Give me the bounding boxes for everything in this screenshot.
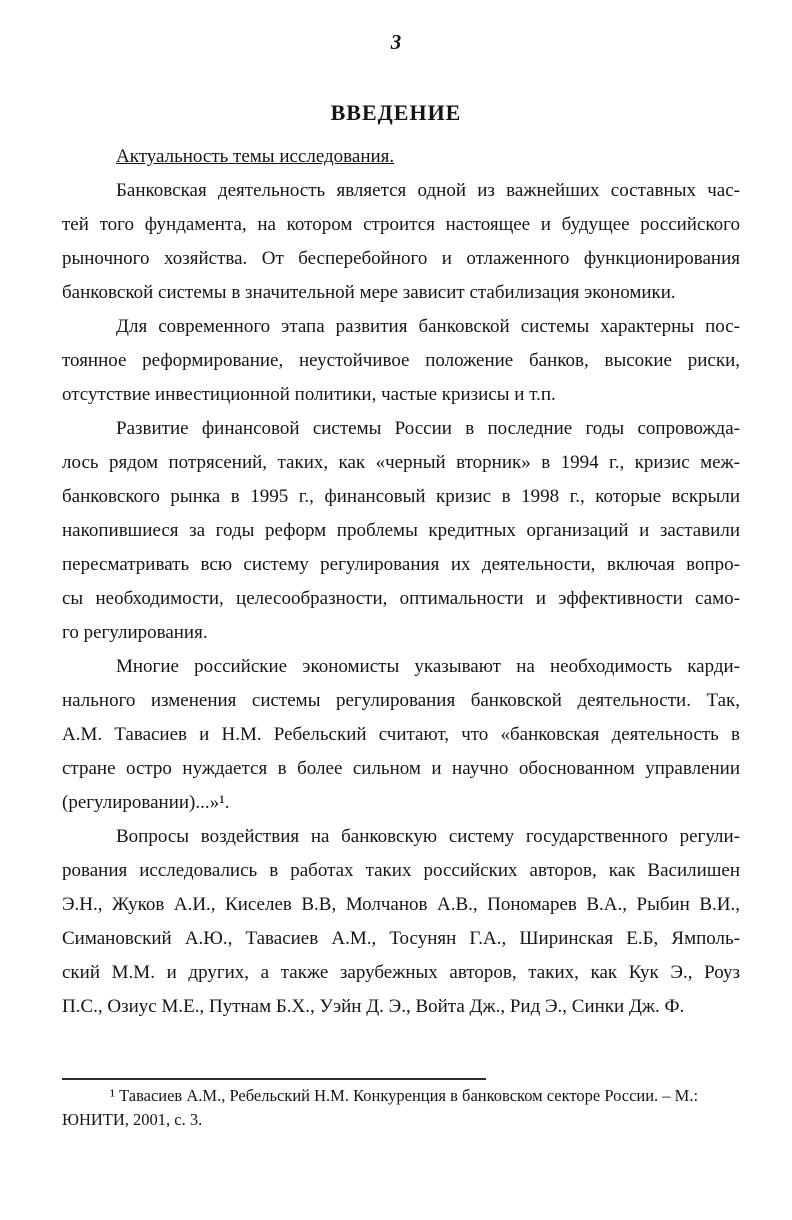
- text-line: стране остро нуждается в более сильном и научно обоснованном управлении: [62, 758, 740, 779]
- text-line: сы необходимости, целесообразности, оптимальности и эффективности само-: [62, 588, 740, 609]
- paragraph: [62, 650, 740, 820]
- footnote-line: ЮНИТИ, 2001, с. 3.: [62, 1110, 203, 1129]
- text-line: Банковская деятельность является одной из важнейших составных час-: [116, 180, 740, 201]
- paragraph: [62, 310, 740, 412]
- paragraph: [62, 412, 740, 650]
- text-line: лось рядом потрясений, таких, как «черный вторник» в 1994 г., кризис меж-: [62, 452, 740, 473]
- text-line: Симановский А.Ю., Тавасиев А.М., Тосунян Г.А., Ширинская Е.Б, Ямполь-: [62, 928, 740, 949]
- subsection-heading: [62, 140, 740, 174]
- footnote-separator: [62, 1078, 486, 1080]
- text-line: банковского рынка в 1995 г., финансовый кризис в 1998 г., которые вскрыли: [62, 486, 740, 507]
- text-line: П.С., Озиус М.Е., Путнам Б.Х., Уэйн Д. Э., Войта Дж., Рид Э., Синки Дж. Ф.: [62, 996, 685, 1017]
- text-line: (регулировании)...»¹.: [62, 792, 230, 813]
- text-line: Развитие финансовой системы России в последние годы сопровожда-: [116, 418, 740, 439]
- text-line: А.М. Тавасиев и Н.М. Ребельский считают, что «банковская деятельность в: [62, 724, 740, 745]
- body-text: [62, 140, 740, 1024]
- text-line: Для современного этапа развития банковской системы характерны пос-: [116, 316, 740, 337]
- page-number: 3: [390, 30, 402, 54]
- subsection-heading-text: Актуальность темы исследования.: [116, 146, 395, 167]
- paragraph: [62, 820, 740, 1024]
- text-line: тоянное реформирование, неустойчивое положение банков, высокие риски,: [62, 350, 740, 371]
- text-line: нального изменения системы регулирования банковской деятельности. Так,: [62, 690, 740, 711]
- text-line: пересматривать всю систему регулирования их деятельности, включая вопро-: [62, 554, 740, 575]
- paragraph: [62, 174, 740, 310]
- text-line: го регулирования.: [62, 622, 208, 643]
- text-line: Многие российские экономисты указывают на необходимость карди-: [116, 656, 740, 677]
- text-line: тей того фундамента, на котором строится настоящее и будущее российского: [62, 214, 740, 235]
- text-line: отсутствие инвестиционной политики, частые кризисы и т.п.: [62, 384, 556, 405]
- text-line: рыночного хозяйства. От бесперебойного и отлаженного функционирования: [62, 248, 740, 269]
- text-line: Вопросы воздействия на банковскую систему государственного регули-: [116, 826, 740, 847]
- text-line: банковской системы в значительной мере зависит стабилизация экономики.: [62, 282, 676, 303]
- footnote: [62, 1078, 744, 1132]
- section-title: ВВЕДЕНИЕ: [330, 100, 462, 125]
- text-line: Э.Н., Жуков А.И., Киселев В.В, Молчанов А.В., Пономарев В.А., Рыбин В.И.,: [62, 894, 740, 915]
- text-line: рования исследовались в работах таких российских авторов, как Василишен: [62, 860, 740, 881]
- text-line: ский М.М. и других, а также зарубежных авторов, таких, как Кук Э., Роуз: [62, 962, 740, 983]
- text-line: накопившиеся за годы реформ проблемы кредитных организаций и заставили: [62, 520, 740, 541]
- footnote-line: ¹ Тавасиев А.М., Ребельский Н.М. Конкуренция в банковском секторе России. – М.:: [110, 1086, 699, 1105]
